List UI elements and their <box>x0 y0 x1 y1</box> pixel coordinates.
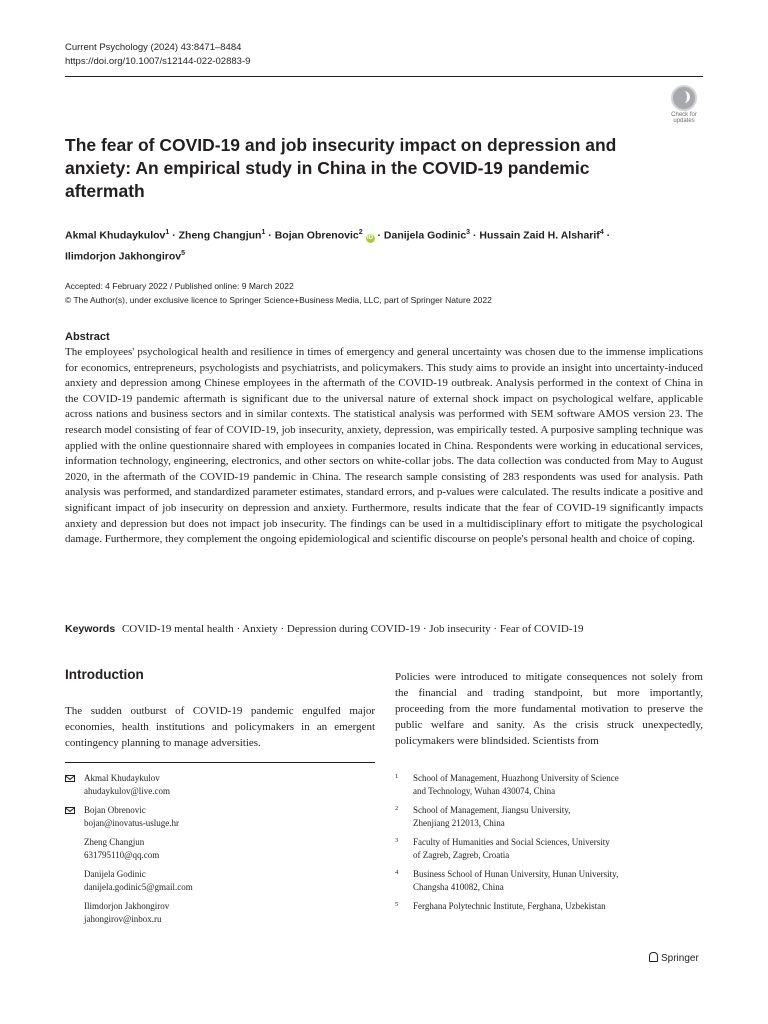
affiliation-item <box>395 804 705 830</box>
correspondence-item <box>65 772 375 798</box>
author-name[interactable]: Hussain Zaid H. Alsharif <box>479 229 600 242</box>
author-email[interactable]: 631795110@qq.com <box>84 850 160 860</box>
check-updates-label: Check for updates <box>671 112 697 124</box>
copyright-line: © The Author(s), under exclusive licence to Springer Science+Business Media, LLC, part of Springer Nature 2022 <box>65 295 492 305</box>
affiliation-line: Zhenjiang 212013, China <box>413 818 505 828</box>
author-separator: · <box>603 229 611 242</box>
affiliation-item <box>395 772 705 798</box>
author-name: Akmal Khudaykulov <box>84 773 160 783</box>
author-affiliation-mark: 4 <box>599 229 604 236</box>
accepted-published-line: Accepted: 4 February 2022 / Published online: 9 March 2022 <box>65 281 294 291</box>
affiliation-number: 2 <box>395 805 399 812</box>
author-email[interactable]: ahudaykulov@live.com <box>84 786 171 796</box>
introduction-right-column: Policies were introduced to mitigate consequences not solely from the financial and trading standpoint, but more importantly, proceeding from the more fundamental motivation to preserve the public welfare and sanity. As the crisis struck unexpectedly, policymakers were blindsided. Scientists from <box>395 671 703 747</box>
header-divider <box>65 76 703 77</box>
author-name: Bojan Obrenovic <box>84 805 146 815</box>
author-email[interactable]: danijela.godinic5@gmail.com <box>84 882 193 892</box>
correspondence-item <box>65 836 375 862</box>
author-affiliation-mark: 2 <box>358 229 363 236</box>
footnote-divider <box>65 762 375 763</box>
author-separator: · <box>169 229 179 242</box>
affiliation-line: Ferghana Polytechnic Institute, Ferghana, Uzbekistan <box>413 901 606 911</box>
abstract-heading: Abstract <box>65 331 110 343</box>
author-separator: · <box>265 229 275 242</box>
author-name: Danijela Godinic <box>84 869 146 879</box>
affiliation-number: 1 <box>395 773 399 780</box>
author-separator: · <box>470 229 480 242</box>
introduction-left-column: The sudden outburst of COVID-19 pandemic engulfed major economies, health institutions and policymakers in an emergent contingency planning to manage adversities. <box>65 705 375 749</box>
check-updates-icon <box>671 85 697 111</box>
publisher-logo <box>649 952 699 966</box>
keywords-label: Keywords <box>65 623 116 635</box>
springer-horse-icon <box>649 952 658 962</box>
author-email[interactable]: jahongirov@inbox.ru <box>84 914 162 924</box>
affiliation-number: 5 <box>395 901 399 908</box>
affiliation-item <box>395 836 705 862</box>
publisher-name: Springer <box>661 953 699 964</box>
author-name[interactable]: Danijela Godinic <box>383 229 467 242</box>
correspondence-list <box>65 772 375 932</box>
author-list <box>65 224 705 265</box>
mail-icon <box>65 807 75 814</box>
author-affiliation-mark: 5 <box>181 249 186 257</box>
keywords-section <box>65 622 703 637</box>
journal-header <box>65 41 250 69</box>
affiliation-line: and Technology, Wuhan 430074, China <box>413 786 556 796</box>
doi-link[interactable]: https://doi.org/10.1007/s12144-022-02883-9 <box>65 56 251 67</box>
author-email[interactable]: bojan@inovatus-usluge.hr <box>84 818 180 828</box>
orcid-icon[interactable]: iD <box>367 234 374 241</box>
correspondence-item <box>65 804 375 830</box>
author-name[interactable]: Bojan Obrenovic <box>274 229 359 242</box>
affiliation-line: Faculty of Humanities and Social Sciences, University <box>413 837 610 847</box>
affiliation-number: 4 <box>395 869 399 876</box>
author-name: Ilimdorjon Jakhongirov <box>84 901 170 911</box>
affiliation-item <box>395 868 705 894</box>
author-affiliation-mark: 3 <box>466 229 471 236</box>
introduction-heading: Introduction <box>65 667 144 682</box>
author-name[interactable]: Ilimdorjon Jakhongirov <box>65 250 182 262</box>
affiliation-line: Business School of Hunan University, Hunan University, <box>413 869 619 879</box>
author-name[interactable]: Akmal Khudaykulov <box>65 229 166 242</box>
correspondence-item <box>65 868 375 894</box>
abstract-section <box>65 330 703 548</box>
keywords-text: COVID-19 mental health · Anxiety · Depression during COVID-19 · Job insecurity · Fear of COVID-19 <box>121 623 584 635</box>
author-separator: · <box>374 229 384 242</box>
author-name[interactable]: Zheng Changjun <box>178 229 262 242</box>
author-affiliation-mark: 1 <box>261 229 266 236</box>
affiliation-line: Changsha 410082, China <box>413 882 504 892</box>
affiliation-line: of Zagreb, Zagreb, Croatia <box>413 850 510 860</box>
publication-dates <box>65 279 492 307</box>
author-name: Zheng Changjun <box>84 837 145 847</box>
journal-citation: Current Psychology (2024) 43:8471–8484 <box>65 42 242 53</box>
abstract-text: The employees' psychological health and resilience in times of emergency and general uncertainty was chosen due to the immense implications for economics, entrepreneurs, psychologists and psychiatrists, and policymakers. This study aims to provide an insight into uncertainty-induced anxiety and depression among Chinese employees in the aftermath of the COVID-19 outbreak. Analysis performed in the context of China in the COVID-19 pandemic aftermath is significant due to the universal nature of external shock impact on psychological welfare, applicable across nations and business sectors and in similar contexts. The statistical analysis was performed with SEM software AMOS version 23. The research model consisting of fear of COVID-19, job insecurity, anxiety, depression, was empirically tested. A purposive sampling technique was applied with the online questionnaire shared with employees in companies located in China. Respondents were working in educational services, information technology, engineering, electronics, and other sectors on white-collar jobs. The data collection was conducted from May to August 2020, in the aftermath of the COVID-19 pandemic in China. The research sample consisting of 283 respondents was used for analysis. Path analysis was performed, and standardized parameter estimates, standard errors, and p-values were calculated. The results indicate a positive and significant impact of job insecurity on depression and anxiety. Furthermore, results indicate that the fear of COVID-19 significantly impacts anxiety and depression but does not impact job insecurity. The findings can be used in a multidisciplinary effort to mitigate the psychological damage. Furthermore, they complement the ongoing epidemiological and scientific discourse on people's personal health and choice of coping. <box>65 346 703 546</box>
affiliation-line: School of Management, Jiangsu University, <box>413 805 571 815</box>
mail-icon <box>65 775 75 782</box>
affiliation-item <box>395 900 705 913</box>
affiliation-number: 3 <box>395 837 399 844</box>
correspondence-item <box>65 900 375 926</box>
author-affiliation-mark: 1 <box>165 229 170 236</box>
affiliation-line: School of Management, Huazhong University of Science <box>413 773 619 783</box>
article-title: The fear of COVID-19 and job insecurity impact on depression and anxiety: An empirical study in China in the COVID-19 pandemic aftermath <box>65 135 617 201</box>
check-for-updates-button[interactable] <box>666 85 702 123</box>
affiliation-list <box>395 772 705 919</box>
